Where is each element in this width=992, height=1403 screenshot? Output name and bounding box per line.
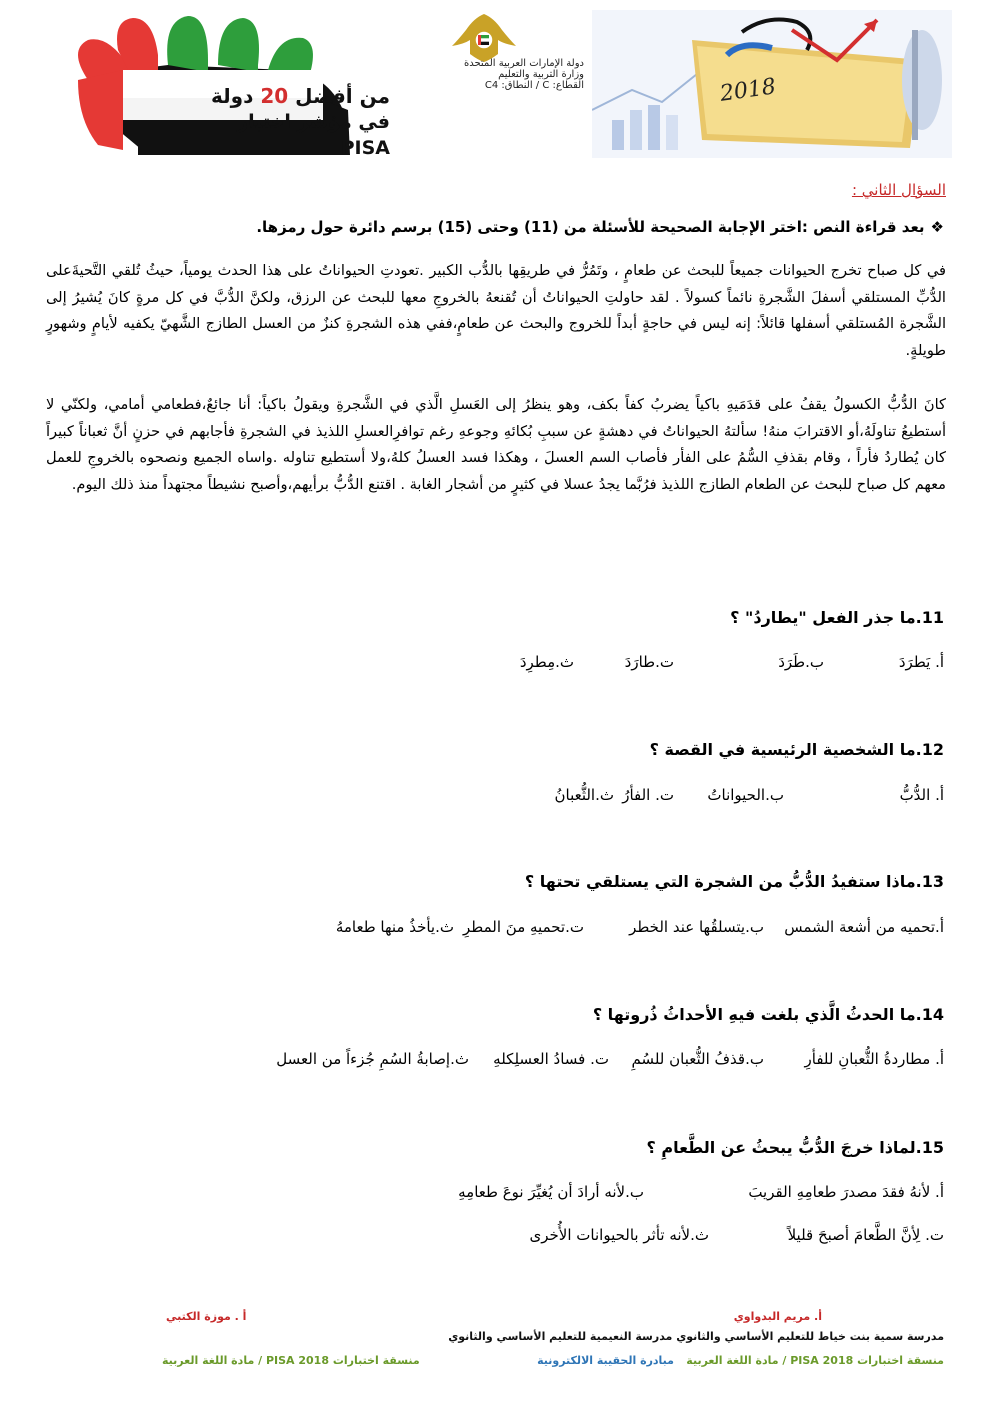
ministry-line2: وزارة التربية والتعليم <box>498 69 584 80</box>
option-d[interactable]: ث.الثُّعبانُ <box>554 786 614 804</box>
pisa-line1-number: 20 <box>260 84 289 108</box>
question-14-options <box>249 1050 944 1068</box>
option-b[interactable]: ب.يتسلقُها عند الخطر <box>629 918 764 936</box>
initiative-label: مبادرة الحقيبة الالكترونية <box>537 1354 674 1367</box>
schools-line: مدرسة سمية بنت خياط للتعليم الأساسي والثانوي مدرسة النعيمية للتعليم الأساسي والثانوي <box>448 1330 944 1343</box>
question-12: 12.ما الشخصية الرئيسية في القصة ؟ <box>649 740 944 759</box>
option-b[interactable]: ب.قذفُ الثُّعبان للسُمِ <box>631 1050 764 1068</box>
pisa-line1-suffix: دولة <box>211 84 254 108</box>
option-d[interactable]: ث.إصابةُ السُمِ جُزءاً من العسل <box>276 1050 469 1068</box>
question-15-options-row2 <box>494 1226 944 1244</box>
option-a[interactable]: أ. مطاردةُ الثُّعبانِ للفأرِ <box>804 1050 944 1068</box>
header-banner <box>40 8 952 158</box>
option-d[interactable]: ث.مِطرِدَ <box>519 653 574 671</box>
author-1: أ. مريم البدواوي <box>733 1310 822 1323</box>
year-label: 2018 <box>718 74 778 107</box>
question-13-options <box>324 918 944 936</box>
question-15: 15.لماذا خرجَ الدُّبُّ يبحثُ عن الطَّعامِ ؟ <box>646 1138 944 1157</box>
option-b[interactable]: ب.طَرَدَ <box>778 653 824 671</box>
option-c[interactable]: ت. الفأرُ <box>622 786 674 804</box>
author-2: أ . موزة الكتبي <box>166 1310 247 1323</box>
option-c[interactable]: ت.طارَدَ <box>624 653 674 671</box>
ministry-info <box>384 58 584 91</box>
question-11: 11.ما جذر الفعل "يطاردُ" ؟ <box>730 608 944 627</box>
story-paragraph-1: في كل صباح تخرج الحيوانات جميعاً للبحث عن طعامٍ ، وتَمُرُّ في طريقِها بالدُّب الكبير .تعودتِ الحيواناتُ على هذا الحدث يومياً، حيثُ تُلقي التَّحيةَعلى الدُّبِّ المستلقي أسفلَ الشَّجرةِ نائماً كسولاً . لقد حاولتِ الحيواناتُ أن تُقنعهُ بالخروجِ معها للبحث عن الرزق، ولكنَّ الدُّبَّ في كل مرةٍ كانَ يُشيرُ إلى الشَّجرة المُستلقي أسفلها قائلاً: إنه ليس في حاجةٍ أبداً للخروج والبحث عن طعامٍ،ففي هذه الشجرةِ كنزٌ من العسل الطازج الشَّهيّ يكفيه لأيامٍ وشهورٍ طويلةٍ. <box>46 262 946 359</box>
pisa-line2: في مؤشر اختبار PISA <box>237 111 390 159</box>
option-c[interactable]: ت. لِأنَّ الطَّعامَ أصبحَ قليلاً <box>787 1226 944 1244</box>
option-a[interactable]: أ.تحميه من أشعة الشمس <box>784 918 944 936</box>
option-b[interactable]: ب.الحيواناتُ <box>707 786 784 804</box>
uae-emblem-icon <box>444 10 524 65</box>
option-c[interactable]: ت.تحميهِ منَ المطرِ <box>463 918 584 936</box>
option-a[interactable]: أ. يَطرَدَ <box>898 653 944 671</box>
option-d[interactable]: ث.لأنه تأثر بالحيوانات الأُخرى <box>529 1226 709 1244</box>
coordinator-1: منسقة اختبارات PISA 2018 / مادة اللغة العربية <box>686 1354 944 1367</box>
option-a[interactable]: أ. لأنهُ فقدَ مصدرَ طعامِهِ القريبَ <box>748 1183 944 1201</box>
question-13: 13.ماذا ستفيدُ الدُّبُّ من الشجرة التي يستلقي تحتها ؟ <box>524 872 944 891</box>
story-paragraph-2: كانَ الدُّبُّ الكسولُ يقفُ على قدَمَيهِ باكياً يضربُ كفاً بكف، وهو ينظرُ إلى العَسلِ الَّذي في الشَّجرةِ ويقولُ باكياً: أنا جائعٌ،فطعامي أمامي، ولكنّي لا أستطيعُ تناولَهُ،أو الاقترابَ منهُ! سألتهُ الحيواناتُ في دهشةٍ عن سببِ بُكائهِ وجوعهِ رغم توافرِالعسلِ اللذيذ في الشجرةِ فأجابهم في حزنٍ أنَّ ثعباناً كبيراً كان يُطاردُ فأراً ، وقام بقذفِ السُّمُ على الفأر فأصاب السم العسلَ ، وهكذا فسد العسلُ كلهُ،ولا أستطيع تناوله .واساه الجميع ونصحوه بالخروجِ للعمل معهم كل صباح للبحث عن الطعام الطازج اللذيذ فرُبَّما يجدُ عسلا في كثيرٍ من أشجار الغابة . اقتنع الدُّبُّ برأيهم،وأصبح نشيطاً مجتهداً منذ ذلك اليوم. <box>46 396 946 493</box>
coordinator-2: منسقة اختبارات PISA 2018 / مادة اللغة العربية <box>162 1354 420 1367</box>
question-12-options <box>544 786 944 804</box>
question-15-options-row1 <box>394 1183 944 1201</box>
option-a[interactable]: أ. الدُّبُّ <box>899 786 944 804</box>
question-14: 14.ما الحدثُ الَّذي بلغت فيهِ الأحداثُ ذُروتها ؟ <box>592 1005 944 1024</box>
pisa-line1-prefix: من أفضل <box>295 84 390 108</box>
instruction <box>256 218 944 236</box>
section-title: السؤال الثاني : <box>851 181 946 199</box>
question-11-options <box>459 653 944 671</box>
pisa-slogan <box>190 83 390 159</box>
option-b[interactable]: ب.لأنه أرادَ أن يُغيِّرَ نوعَ طعامِهِ <box>458 1183 644 1201</box>
option-d[interactable]: ث.يأخذُ منها طعامهُ <box>335 918 454 936</box>
ministry-line3: القطاع: C / النطاق: C4 <box>484 80 584 91</box>
option-c[interactable]: ت. فسادُ العسلِكلهِ <box>493 1050 609 1068</box>
ministry-line1: دولة الإمارات العربية المتحدة <box>463 58 584 69</box>
diamond-bullet-icon: ❖ <box>930 218 944 236</box>
instruction-text: بعد قراءة النص :اختر الإجابة الصحيحة للأسئلة من (11) وحتى (15) برسم دائرة حول رمزها. <box>256 218 925 236</box>
